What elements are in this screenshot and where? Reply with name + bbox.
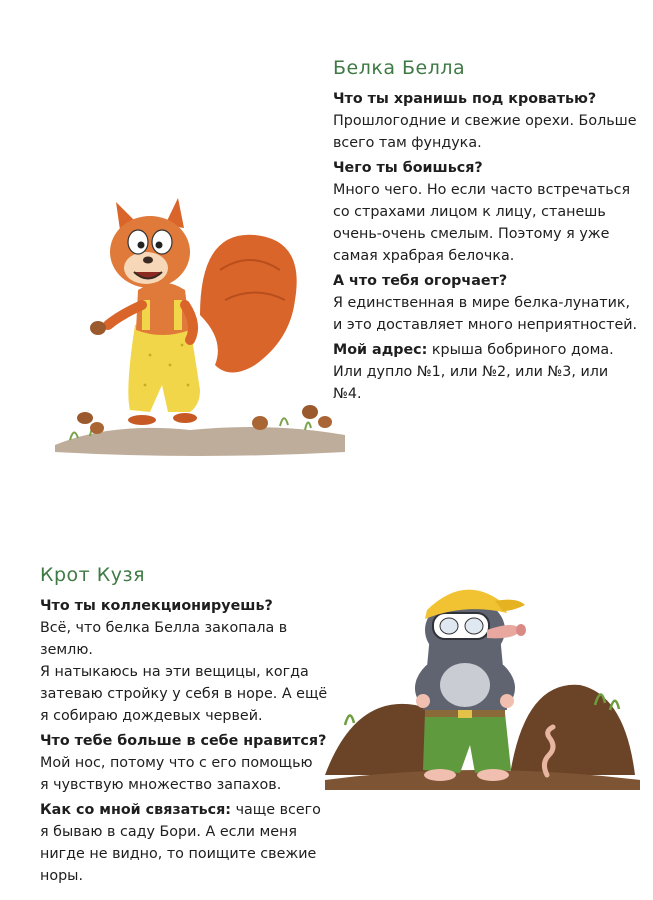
- bella-question-1: Что ты хранишь под кроватью?: [333, 91, 597, 107]
- kuzya-contact-line-2: я бываю в саду Бори. А если меня: [40, 824, 297, 840]
- bella-answer-2-line-1: Много чего. Но если часто встречаться: [333, 182, 631, 198]
- kuzya-contact: [40, 799, 340, 821]
- kuzya-contact-line-3: нигде не видно, то поищите свежие норы.: [40, 846, 317, 884]
- kuzya-answer-1-line-2: Я натыкаюсь на эти вещицы, когда: [40, 664, 309, 680]
- bella-answer-2-line-3: очень-очень смелым. Поэтому я уже: [333, 226, 610, 242]
- kuzya-answer-2-line-1: Мой нос, потому что с его помощью: [40, 755, 313, 771]
- bella-answer-2-line-4: самая храбрая белочка.: [333, 248, 515, 264]
- bella-address: [333, 339, 638, 361]
- kuzya-answer-1-line-1: Всё, что белка Белла закопала в землю.: [40, 620, 288, 658]
- bella-answer-2-line-2: со страхами лицом к лицу, станешь: [333, 204, 606, 220]
- bella-address-line-1: крыша бобриного дома.: [427, 342, 614, 358]
- bella-profile: [333, 56, 638, 405]
- kuzya-answer-1-line-4: я собираю дождевых червей.: [40, 708, 263, 724]
- bella-address-line-2: Или дупло №1, или №2, или №3, или №4.: [333, 364, 609, 402]
- squirrel-illustration: [50, 190, 350, 460]
- kuzya-title: Крот Кузя: [40, 564, 146, 586]
- kuzya-profile: [40, 563, 340, 887]
- bella-answer-3-line-1: Я единственная в мире белка-лунатик,: [333, 295, 631, 311]
- kuzya-question-1: Что ты коллекционируешь?: [40, 598, 273, 614]
- kuzya-contact-label: Как со мной связаться:: [40, 802, 232, 818]
- bella-answer-1-line-2: всего там фундука.: [333, 135, 482, 151]
- bella-title: Белка Белла: [333, 57, 466, 79]
- kuzya-contact-line-1: чаще всего: [231, 802, 321, 818]
- bella-answer-3-line-2: и это доставляет много неприятностей.: [333, 317, 638, 333]
- bella-address-label: Мой адрес:: [333, 342, 428, 358]
- kuzya-answer-2-line-2: я чувствую множество запахов.: [40, 777, 282, 793]
- kuzya-answer-1-line-3: затеваю стройку у себя в норе. А ещё: [40, 686, 328, 702]
- bella-question-3: А что тебя огорчает?: [333, 273, 508, 289]
- kuzya-question-2: Что тебе больше в себе нравится?: [40, 733, 327, 749]
- bella-question-2: Чего ты боишься?: [333, 160, 483, 176]
- mole-illustration: [325, 575, 640, 790]
- bella-answer-1-line-1: Прошлогодние и свежие орехи. Больше: [333, 113, 637, 129]
